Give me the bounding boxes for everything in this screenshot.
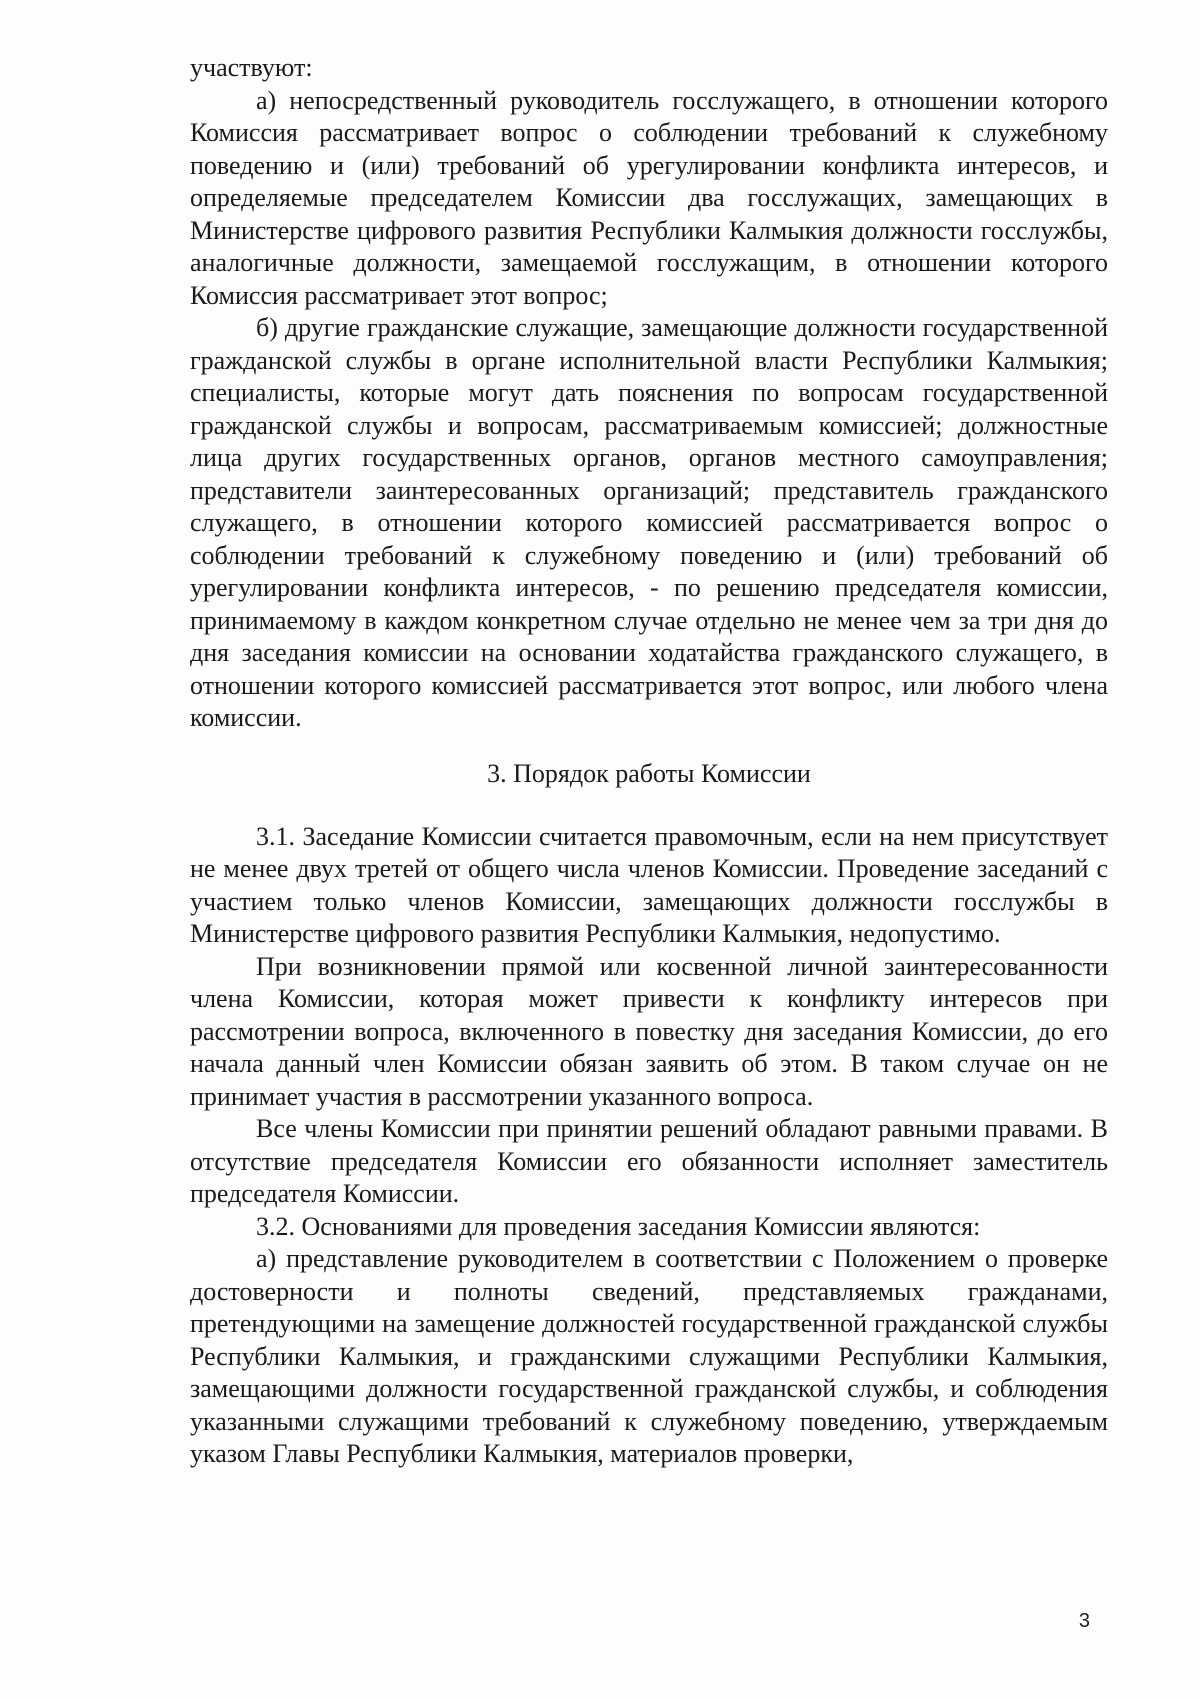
paragraph-conflict-of-interest: При возникновении прямой или косвенной личной заинтересованности члена Комиссии, которая может привести к конфликту интересов при рассмотрении вопроса, включенного в повестку дня заседания Комиссии, до его начала данный член Комиссии обязан заявить об этом. В таком случае он не принимает участия в рассмотрении указанного вопроса. (190, 951, 1108, 1111)
text-block-top (190, 52, 1108, 735)
item-a-paragraph: а) непосредственный руководитель госслужащего, в отношении которого Комиссия рассматривает вопрос о соблюдении требований к служебному поведению и (или) требований об урегулировании конфликта интересов, и определяемые председателем Комиссии два госслужащих, замещающих в Министерстве цифрового развития Республики Калмыкия должности госслужбы, аналогичные должности, замещаемой госслужащим, в отношении которого Комиссия рассматривает этот вопрос; (190, 85, 1108, 310)
item-b-paragraph: б) другие гражданские служащие, замещающие должности государственной гражданской службы в органе исполнительной власти Республики Калмыкия; специалисты, которые могут дать пояснения по вопросам государственной гражданской службы и вопросам, рассматриваемым комиссией; должностные лица других государственных органов, органов местного самоуправления; представители заинтересованных организаций; представитель гражданского служащего, в отношении которого комиссией рассматривается вопрос о соблюдении требований к служебному поведению и (или) требований об урегулировании конфликта интересов, - по решению председателя комиссии, принимаемому в каждом конкретном случае отдельно не менее чем за три дня до дня заседания комиссии на основании ходатайства гражданского служащего, в отношении которого комиссией рассматривается этот вопрос, или любого члена комиссии. (190, 313, 1108, 732)
section-heading: 3. Порядок работы Комиссии (487, 759, 811, 788)
lead-line: участвуют: (190, 53, 313, 82)
page-number: 3 (1078, 1610, 1090, 1632)
paragraph-3-2: 3.2. Основаниями для проведения заседания Комиссии являются: (256, 1211, 981, 1241)
paragraph-equal-rights: Все члены Комиссии при принятии решений обладают равными правами. В отсутствие председателя Комиссии его обязанности исполняет заместитель председателя Комиссии. (190, 1114, 1108, 1208)
item-3-2-a-paragraph: а) представление руководителем в соответствии с Положением о проверке достоверности и полноты сведений, представляемых гражданами, претендующими на замещение должностей государственной гражданской службы Республики Калмыкия, и гражданскими служащими Республики Калмыкия, замещающими должности государственной гражданской службы, и соблюдения указанными служащими требований к служебному поведению, утверждаемым указом Главы Республики Калмыкия, материалов проверки, (190, 1244, 1108, 1468)
paragraph-3-1: 3.1. Заседание Комиссии считается правомочным, если на нем присутствует не менее двух третей от общего числа членов Комиссии. Проведение заседаний с участием только членов Комиссии, замещающих должности госслужбы в Министерстве цифрового развития Республики Калмыкия, недопустимо. (190, 821, 1108, 948)
text-block-section-3 (190, 728, 1108, 1471)
